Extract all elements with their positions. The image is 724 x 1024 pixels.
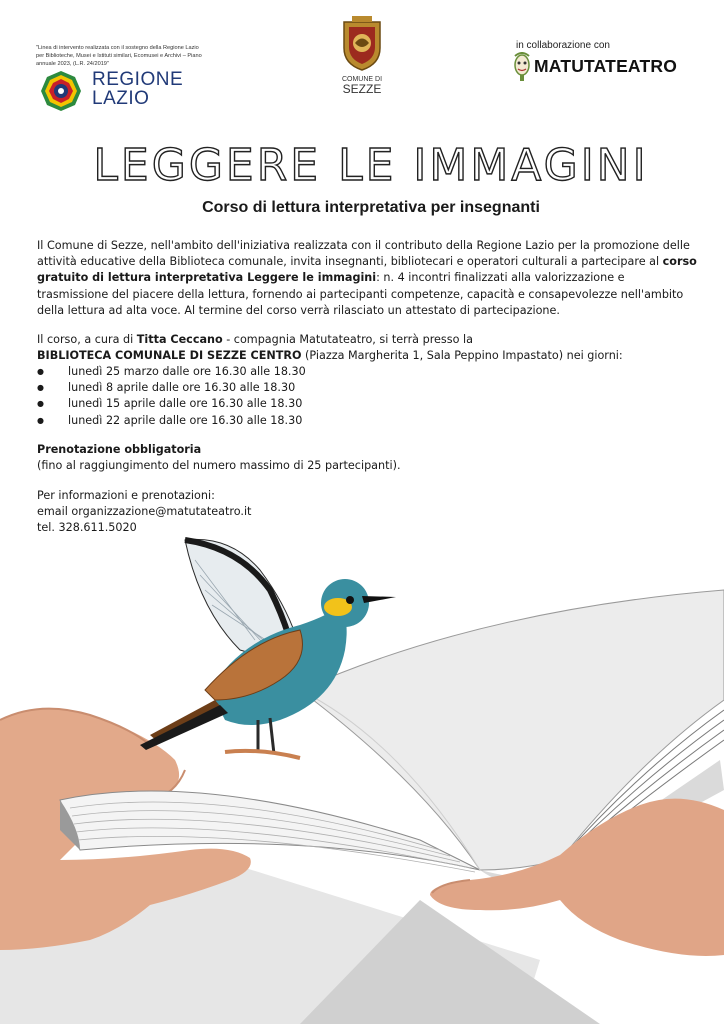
- intro-paragraph: [37, 238, 697, 319]
- regione-lazio-logo: [40, 70, 82, 112]
- comune-name: SEZZE: [342, 82, 382, 96]
- booking-section: [37, 442, 697, 474]
- teacher-name: Titta Ceccano: [136, 333, 223, 346]
- course-info-mid: - compagnia Matutateatro, si terrà presso la: [222, 333, 473, 346]
- booking-title: Prenotazione obbligatoria: [37, 443, 202, 456]
- page-subtitle: Corso di lettura interpretativa per insegnanti: [202, 199, 540, 216]
- matutateatro-logo-text: MATUTATEATRO: [534, 56, 678, 76]
- course-info-paragraph: [37, 332, 697, 364]
- page-title: LEGGERE LE IMMAGINI: [93, 140, 649, 191]
- list-item: ● lunedì 15 aprile dalle ore 16.30 alle 18.30: [37, 396, 457, 412]
- contact-phone: tel. 328.611.5020: [37, 521, 137, 535]
- contact-email: email organizzazione@matutateatro.it: [37, 505, 252, 519]
- booking-note: (fino al raggiungimento del numero massimo di 25 partecipanti).: [37, 459, 401, 473]
- course-name: corso gratuito di lettura interpretativa Leggere le immagini: [37, 255, 697, 285]
- comune-sezze-label: [330, 76, 394, 96]
- list-item: ● lunedì 8 aprile dalle ore 16.30 alle 18.30: [37, 380, 457, 396]
- collaboration-label: in collaborazione con: [516, 40, 610, 51]
- venue-details: (Piazza Margherita 1, Sala Peppino Impastato) nei giorni:: [301, 349, 623, 363]
- funding-note: "Linea di intervento realizzata con il sostegno della Regione Lazio per Biblioteche, Musei e Istituti similari, Ecomusei e Archivi – Piano annuale 2023, (L.R. 24/2019": [36, 45, 202, 67]
- regione-line1: REGIONE: [92, 69, 184, 90]
- dates-list: [37, 364, 457, 429]
- list-item: ● lunedì 22 aprile dalle ore 16.30 alle 18.30: [37, 413, 457, 429]
- intro-text: Il Comune di Sezze, nell'ambito dell'iniziativa realizzata con il contributo della Regione Lazio per la promozione delle attività educative della Biblioteca comunale, invita insegnanti, bibliotecari e operatori culturali a partecipare al: [37, 239, 690, 269]
- venue-name: BIBLIOTECA COMUNALE DI SEZZE CENTRO: [37, 349, 302, 363]
- intro-rest: : n. 4 incontri finalizzati alla valorizzazione e trasmissione del piacere della lettura, fornendo ai partecipanti competenze, capacità e consapevolezze nell'ambito della lettura ad alta voce. Al termine del corso verrà rilasciato un attestato di partecipazione.: [37, 271, 684, 317]
- course-info-intro: Il corso, a cura di: [37, 333, 137, 346]
- book-and-bird-illustration: [0, 530, 724, 1024]
- regione-line2: LAZIO: [92, 88, 150, 109]
- contacts-title: Per informazioni e prenotazioni:: [37, 489, 215, 502]
- sezze-crest-icon: [340, 16, 384, 72]
- comune-label: COMUNE DI: [341, 76, 383, 83]
- list-item: ● lunedì 25 marzo dalle ore 16.30 alle 18.30: [37, 364, 457, 380]
- matutateatro-mask-icon: [512, 52, 532, 82]
- regione-lazio-text: [92, 70, 183, 108]
